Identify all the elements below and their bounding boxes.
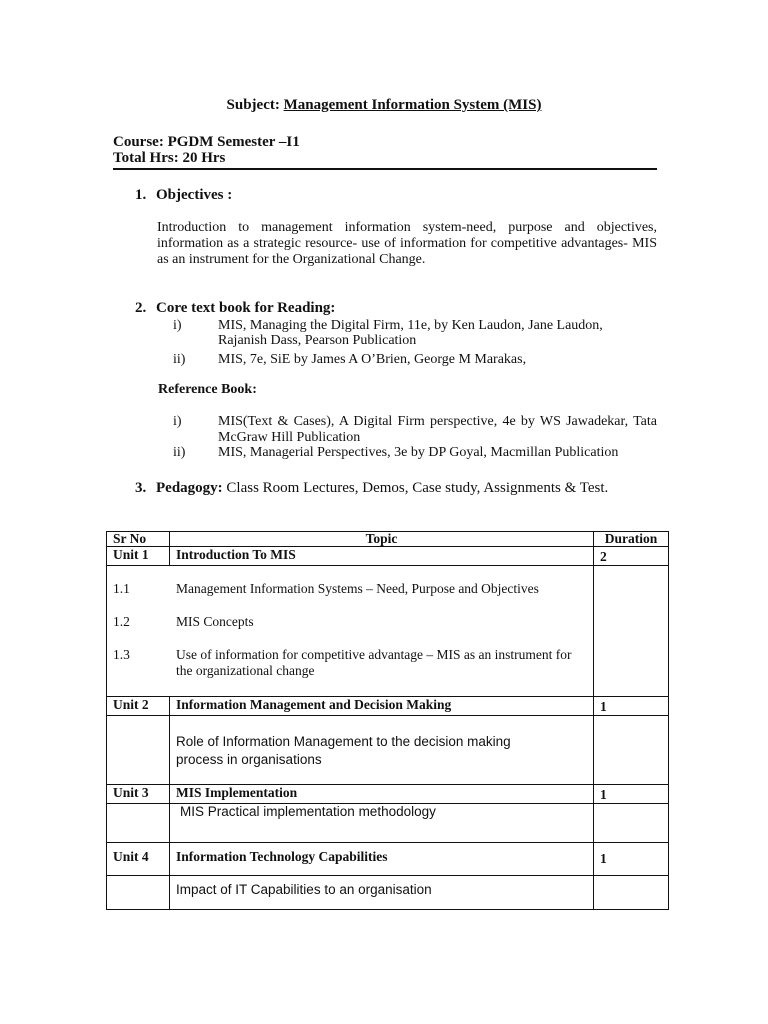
- reference-marker-1: i): [173, 414, 182, 429]
- reference-item-1-line-1: MIS(Text & Cases), A Digital Firm perspective, 4e by WS Jawadekar, Tata: [218, 414, 657, 429]
- core-text-item-2-line-1: MIS, 7e, SiE by James A O’Brien, George M Marakas,: [218, 352, 527, 367]
- pedagogy-text: Class Room Lectures, Demos, Case study, Assignments & Test.: [222, 480, 609, 496]
- core-text-item-1-line-1: MIS, Managing the Digital Firm, 11e, by Ken Laudon, Jane Laudon,: [218, 318, 603, 333]
- course-line: Course: PGDM Semester –I1: [113, 134, 300, 150]
- subtopic-number: 1.3: [113, 647, 130, 662]
- unit-1-title: Introduction To MIS: [170, 547, 594, 566]
- unit-4-description: Impact of IT Capabilities to an organisation: [170, 876, 594, 910]
- unit-4-duration: 1: [594, 843, 669, 876]
- subject-heading: [0, 97, 768, 114]
- objectives-line-3: as an instrument for the Organizational Change.: [157, 252, 426, 267]
- subtopic-row: [113, 647, 587, 679]
- objectives-section-heading: [135, 187, 232, 204]
- core-text-number: 2.: [135, 300, 147, 316]
- table-row-unit-1-body: [107, 566, 669, 697]
- unit-1-subtopics: [107, 566, 594, 697]
- table-row-unit-3-body: [107, 804, 669, 843]
- subject-title: Management Information System (MIS): [283, 97, 542, 113]
- unit-3-description: MIS Practical implementation methodology: [170, 804, 594, 843]
- table-row-unit-3-title: [107, 785, 669, 804]
- objectives-number: 1.: [135, 187, 147, 203]
- header-sr-no: Sr No: [107, 532, 170, 547]
- unit-3-empty-cell: [107, 804, 170, 843]
- table-row-unit-4-title: [107, 843, 669, 876]
- objectives-line-1: Introduction to management information system-need, purpose and objectives,: [157, 220, 657, 235]
- table-row-unit-2-body: [107, 716, 669, 785]
- subtopic-row: [113, 581, 587, 614]
- unit-2-title: Information Management and Decision Making: [170, 697, 594, 716]
- objectives-line-2: information as a strategic resource- use of information for competitive advantages- MIS: [157, 236, 657, 251]
- unit-4-empty-cell: [107, 876, 170, 910]
- unit-4-duration-empty: [594, 876, 669, 910]
- table-row-unit-4-body: [107, 876, 669, 910]
- table-header-row: [107, 532, 669, 547]
- unit-1-duration: 2: [594, 547, 669, 566]
- core-text-title: Core text book for Reading:: [156, 300, 336, 316]
- reference-item-2-line-1: MIS, Managerial Perspectives, 3e by DP Goyal, Macmillan Publication: [218, 445, 619, 460]
- pedagogy-line: [135, 480, 608, 497]
- unit-1-duration-empty: [594, 566, 669, 697]
- header-divider: [113, 168, 657, 170]
- subject-label: Subject:: [226, 97, 280, 113]
- core-text-marker-2: ii): [173, 352, 186, 367]
- pedagogy-number: 3.: [135, 480, 147, 496]
- subtopic-text: MIS Concepts: [176, 614, 254, 629]
- subtopic-text: Management Information Systems – Need, Purpose and Objectives: [176, 581, 539, 596]
- header-topic: Topic: [170, 532, 594, 547]
- unit-2-description-text: Role of Information Management to the decision making process in organisations: [176, 734, 511, 767]
- subtopic-number: 1.2: [113, 614, 130, 629]
- subtopic-text: Use of information for competitive advantage – MIS as an instrument for the organizational change: [176, 647, 572, 678]
- core-text-marker-1: i): [173, 318, 182, 333]
- syllabus-table: [106, 531, 669, 910]
- subtopic-row: [113, 614, 587, 647]
- header-duration: Duration: [594, 532, 669, 547]
- reference-marker-2: ii): [173, 445, 186, 460]
- unit-2-description: [170, 716, 594, 785]
- table-row-unit-1-title: [107, 547, 669, 566]
- pedagogy-label: Pedagogy:: [156, 480, 223, 496]
- unit-2-duration: 1: [594, 697, 669, 716]
- unit-4-title: Information Technology Capabilities: [170, 843, 594, 876]
- reference-item-1-line-2: McGraw Hill Publication: [218, 430, 361, 445]
- unit-2-duration-empty: [594, 716, 669, 785]
- unit-1-label: Unit 1: [107, 547, 170, 566]
- unit-3-duration-empty: [594, 804, 669, 843]
- unit-2-label: Unit 2: [107, 697, 170, 716]
- core-text-section-heading: [135, 300, 335, 317]
- unit-3-duration: 1: [594, 785, 669, 804]
- unit-4-label: Unit 4: [107, 843, 170, 876]
- reference-book-heading: Reference Book:: [158, 382, 257, 397]
- objectives-title: Objectives :: [156, 187, 233, 203]
- unit-3-title: MIS Implementation: [170, 785, 594, 804]
- unit-3-label: Unit 3: [107, 785, 170, 804]
- table-row-unit-2-title: [107, 697, 669, 716]
- unit-2-empty-cell: [107, 716, 170, 785]
- subtopic-number: 1.1: [113, 581, 130, 596]
- total-hours-line: Total Hrs: 20 Hrs: [113, 150, 226, 166]
- core-text-item-1-line-2: Rajanish Dass, Pearson Publication: [218, 333, 417, 348]
